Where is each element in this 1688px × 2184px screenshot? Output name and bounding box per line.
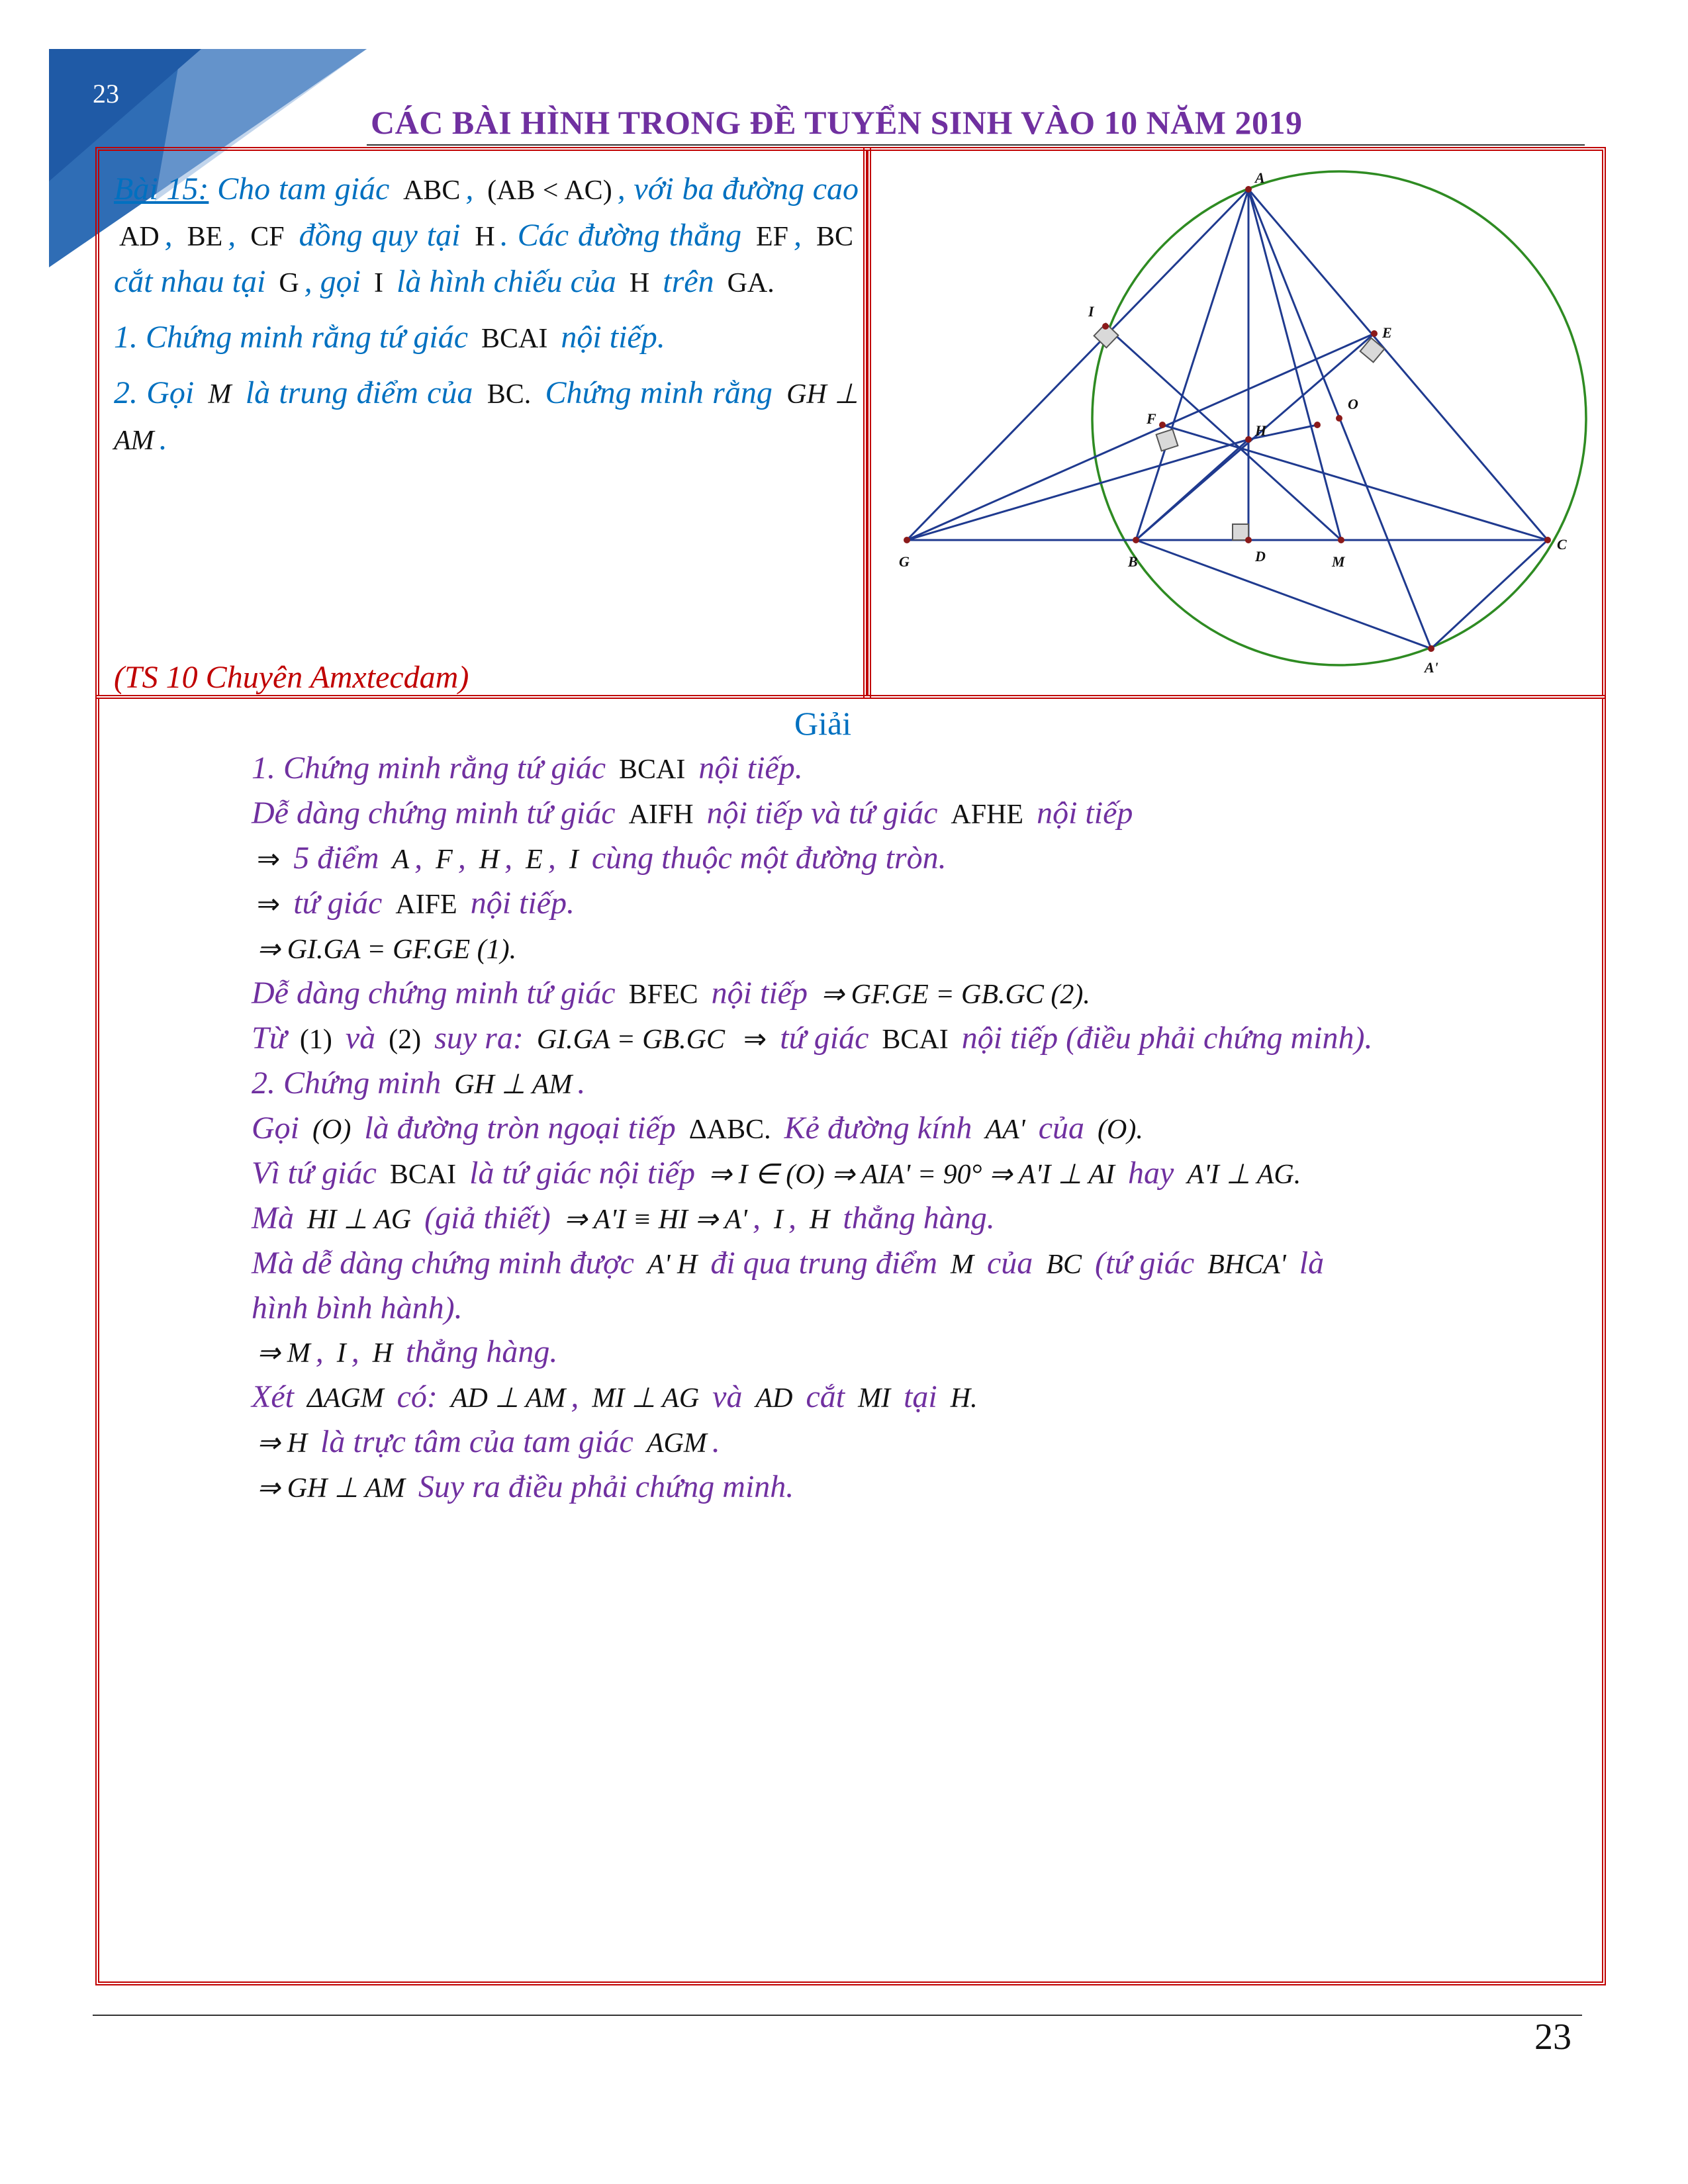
text: là	[1299, 1246, 1325, 1281]
math: H	[479, 844, 500, 875]
math: BC.	[487, 379, 532, 410]
math: (AB < AC)	[487, 175, 612, 206]
solution-line	[252, 927, 1575, 972]
math: BCAI	[619, 754, 686, 785]
right-angle-D	[1233, 524, 1248, 540]
math: F	[436, 844, 453, 875]
label-A: A	[1255, 169, 1265, 186]
text: nội tiếp.	[561, 320, 665, 355]
solution-line	[252, 1197, 1575, 1242]
math: ⇒ GI.GA = GF.GE (1).	[257, 934, 517, 965]
text: nội tiếp	[711, 976, 808, 1011]
point-G	[904, 537, 910, 543]
math: AD ⊥ AM	[450, 1383, 566, 1414]
text: , với ba đường cao	[617, 171, 859, 206]
text: Vì tứ giác	[252, 1156, 377, 1191]
solution-line	[252, 1375, 1575, 1420]
text: 1. Chứng minh rằng tứ giác	[114, 320, 469, 355]
text: ,	[753, 1201, 761, 1236]
solution-line	[252, 837, 1575, 882]
math: EF	[756, 222, 789, 252]
math: ⇒	[257, 889, 281, 920]
math: CF	[250, 222, 285, 252]
math: BCAI	[882, 1024, 949, 1055]
math: AD	[119, 222, 160, 252]
page-header-title: CÁC BÀI HÌNH TRONG ĐỀ TUYỂN SINH VÀO 10 NĂM 2019	[371, 104, 1303, 141]
point-D	[1245, 537, 1252, 543]
segment-BA2	[1136, 540, 1431, 649]
text: suy ra:	[434, 1021, 524, 1056]
text: là hình chiếu của	[397, 264, 616, 299]
text: của	[1038, 1111, 1085, 1146]
text: .	[577, 1066, 586, 1101]
math: ⇒	[743, 1024, 767, 1055]
math: MI ⊥ AG	[592, 1383, 700, 1414]
text: thẳng hàng.	[843, 1201, 995, 1236]
label-B: B	[1128, 553, 1138, 570]
point-M	[1338, 537, 1344, 543]
text: Kẻ đường kính	[784, 1111, 972, 1146]
text: thẳng hàng.	[406, 1334, 558, 1369]
point-O	[1336, 415, 1342, 422]
text: là đường tròn ngoại tiếp	[364, 1111, 676, 1146]
math: I	[569, 844, 579, 875]
segment-IM	[1105, 326, 1341, 540]
text: ,	[457, 841, 466, 876]
math: ⇒ M	[257, 1338, 310, 1369]
solution-line	[252, 1242, 1575, 1287]
math: BC	[1046, 1250, 1082, 1280]
solution-line	[252, 792, 1575, 837]
math: BFEC	[628, 979, 698, 1010]
solution-line	[252, 972, 1575, 1017]
text: (tứ giác	[1094, 1246, 1195, 1281]
math: ⇒	[257, 844, 281, 875]
text: 1. Chứng minh rằng tứ giác	[252, 751, 606, 786]
text: nội tiếp (điều phải chứng minh).	[961, 1021, 1373, 1056]
text: là trung điểm của	[245, 375, 473, 410]
text: ,	[571, 1379, 579, 1414]
math: BCAI	[389, 1160, 457, 1190]
math: M	[208, 379, 232, 410]
text: có:	[397, 1379, 438, 1414]
segment-CA2	[1431, 540, 1548, 649]
text: của	[987, 1246, 1033, 1281]
solution-body	[252, 747, 1575, 1510]
segment-AB	[1136, 189, 1248, 540]
text: Xét	[252, 1379, 294, 1414]
problem-source: (TS 10 Chuyên Amxtecdam)	[114, 660, 469, 695]
segment-GH	[907, 439, 1248, 540]
text: ,	[228, 218, 236, 253]
math: A'I ⊥ AG.	[1187, 1160, 1301, 1190]
text: ,	[351, 1334, 359, 1369]
problem-intro	[114, 167, 859, 306]
solution-line	[252, 1330, 1575, 1375]
math: BCAI	[481, 324, 548, 354]
label-E: E	[1382, 324, 1392, 341]
page-number-bottom: 23	[1534, 2017, 1571, 2058]
problem-statement	[114, 167, 859, 473]
math: ΔABC.	[688, 1115, 771, 1145]
text: nội tiếp.	[470, 886, 575, 921]
text: trên	[663, 264, 714, 299]
math: AD	[755, 1383, 793, 1414]
solution-title: Giải	[794, 705, 852, 742]
text: và	[712, 1379, 743, 1414]
solution-line	[252, 1107, 1575, 1152]
math: AIFH	[628, 799, 694, 830]
problem-question-2	[114, 371, 859, 463]
solution-line	[252, 1062, 1575, 1107]
text: tại	[904, 1379, 937, 1414]
solution-line	[252, 1465, 1575, 1510]
math: E	[526, 844, 543, 875]
text: 2. Chứng minh	[252, 1066, 442, 1101]
text: ,	[414, 841, 423, 876]
text: Từ	[252, 1021, 287, 1056]
math: (2)	[389, 1024, 422, 1055]
math: HI ⊥ AG	[306, 1205, 412, 1235]
text: .	[159, 422, 167, 457]
math: G	[279, 268, 299, 298]
segment-AC	[1248, 189, 1548, 540]
text: Dễ dàng chứng minh tứ giác	[252, 796, 616, 831]
text: và	[345, 1021, 376, 1056]
text: (giả thiết)	[424, 1201, 551, 1236]
label-C: C	[1557, 536, 1567, 553]
point-E	[1371, 330, 1378, 337]
point-I	[1102, 323, 1109, 330]
text: là tứ giác nội tiếp	[469, 1156, 695, 1191]
label-F: F	[1147, 410, 1156, 427]
text: ,	[504, 841, 513, 876]
math: A	[392, 844, 410, 875]
text: hình bình hành).	[252, 1291, 463, 1326]
point-F	[1159, 422, 1166, 428]
text: cắt	[806, 1379, 845, 1414]
math: H	[810, 1205, 830, 1235]
math: (O).	[1098, 1115, 1143, 1145]
math: A' H	[647, 1250, 698, 1280]
math: GH ⊥ AM	[114, 379, 859, 456]
math: (O)	[312, 1115, 352, 1145]
math: AFHE	[951, 799, 1024, 830]
math: ABC	[403, 175, 461, 206]
solution-line	[252, 747, 1575, 792]
text: ,	[164, 218, 173, 253]
math: BE	[187, 222, 223, 252]
math: H	[372, 1338, 393, 1369]
text: . Các đường thẳng	[500, 218, 742, 253]
segment-GE	[907, 334, 1374, 540]
math: GA.	[727, 268, 774, 298]
solution-line	[252, 1420, 1575, 1465]
text: 2. Gọi	[114, 375, 195, 410]
solution-line	[252, 1017, 1575, 1062]
math: H	[475, 222, 495, 252]
label-H: H	[1255, 422, 1267, 439]
solution-line	[252, 1152, 1575, 1197]
text: , gọi	[304, 264, 361, 299]
text: là trực tâm của tam giác	[320, 1424, 633, 1459]
point-P	[1314, 422, 1321, 428]
label-A2: A'	[1425, 659, 1438, 676]
math: ⇒ H	[257, 1428, 308, 1459]
text: nội tiếp và tứ giác	[706, 796, 938, 831]
label-D: D	[1255, 548, 1266, 565]
text: Suy ra điều phải chứng minh.	[418, 1469, 794, 1504]
page-number-top: 23	[93, 79, 119, 109]
text: nội tiếp.	[698, 751, 803, 786]
text: .	[712, 1424, 720, 1459]
math: I	[336, 1338, 346, 1369]
text: Mà	[252, 1201, 294, 1236]
math: BC	[816, 222, 854, 252]
text: ,	[315, 1334, 324, 1369]
text: Gọi	[252, 1111, 299, 1146]
label-I: I	[1088, 303, 1094, 320]
math: MI	[858, 1383, 891, 1414]
math: (1)	[299, 1024, 332, 1055]
math: GH ⊥ AM	[454, 1069, 573, 1100]
problem-label: Bài 15:	[114, 171, 209, 206]
label-O: O	[1348, 396, 1358, 412]
math: I	[774, 1205, 784, 1235]
point-A	[1245, 186, 1252, 193]
math: H.	[950, 1383, 978, 1414]
math: H	[629, 268, 650, 298]
text: cùng thuộc một đường tròn.	[591, 841, 947, 876]
text: đi qua trung điểm	[710, 1246, 937, 1281]
math: ΔAGM	[306, 1383, 384, 1414]
point-H	[1245, 436, 1252, 443]
text: ,	[465, 171, 474, 206]
text: nội tiếp	[1037, 796, 1133, 831]
math: M	[951, 1250, 974, 1280]
solution-line	[252, 882, 1575, 927]
problem-question-1	[114, 315, 859, 361]
math: AA'	[985, 1115, 1025, 1145]
label-M: M	[1332, 553, 1345, 570]
solution-line	[252, 1287, 1575, 1330]
segment-CF	[1162, 425, 1548, 540]
math: ⇒ GF.GE = GB.GC (2).	[820, 979, 1090, 1010]
footer-rule	[93, 2015, 1582, 2016]
math: AGM	[646, 1428, 707, 1459]
geometry-figure	[872, 154, 1614, 694]
point-C	[1544, 537, 1551, 543]
segment-AM	[1248, 189, 1341, 540]
text: 5 điểm	[293, 841, 379, 876]
text: tứ giác	[780, 1021, 869, 1056]
right-angle-F	[1156, 430, 1178, 451]
point-A2	[1428, 645, 1434, 652]
text: Mà dễ dàng chứng minh được	[252, 1246, 634, 1281]
math: BHCA'	[1207, 1250, 1286, 1280]
text: Dễ dàng chứng minh tứ giác	[252, 976, 616, 1011]
header-rule	[367, 144, 1585, 146]
text: đồng quy tại	[299, 218, 461, 253]
text: cắt nhau tại	[114, 264, 266, 299]
text: ,	[794, 218, 802, 253]
text: Cho tam giác	[217, 171, 390, 206]
math: ⇒ A'I ≡ HI ⇒ A'	[563, 1205, 748, 1235]
math: ⇒ GH ⊥ AM	[257, 1473, 405, 1504]
math: GI.GA = GB.GC	[536, 1024, 726, 1055]
label-G: G	[899, 553, 910, 570]
math: AIFE	[395, 889, 457, 920]
text: hay	[1127, 1156, 1174, 1191]
text: ,	[788, 1201, 797, 1236]
text: Chứng minh rằng	[545, 375, 773, 410]
math: I	[374, 268, 383, 298]
text: ,	[547, 841, 556, 876]
math: ⇒ I ∈ (O) ⇒ AIA' = 90° ⇒ A'I ⊥ AI	[708, 1160, 1115, 1190]
text: tứ giác	[293, 886, 383, 921]
point-B	[1133, 537, 1139, 543]
